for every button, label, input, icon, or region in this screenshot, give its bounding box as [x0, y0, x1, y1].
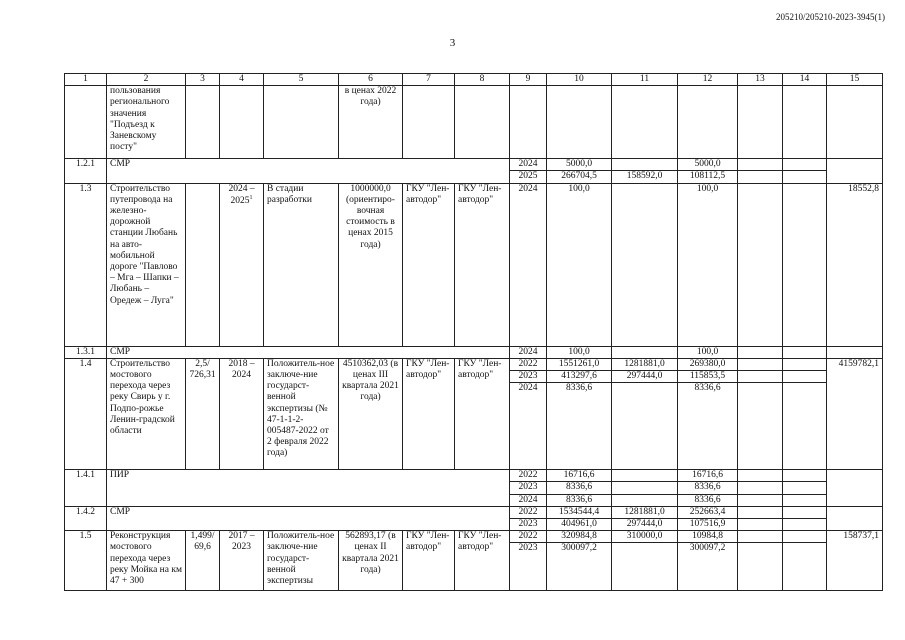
regional-cell: 300097,2 — [678, 543, 738, 591]
row-number: 1.4.2 — [65, 506, 107, 530]
federal-cell — [612, 159, 678, 171]
status-cell: Положитель-ное заключе-ние государст-венной экспертизы (№ 47-1-1-2-005487-2022 от 2 февраля 2022 года) — [264, 358, 339, 469]
total-cell: 5000,0 — [547, 159, 612, 171]
total-cell: 1534544,4 — [547, 506, 612, 518]
regional-cell: 8336,6 — [678, 494, 738, 506]
table-row — [65, 183, 883, 346]
table-row — [65, 346, 883, 358]
remaining-cell: 158737,1 — [827, 531, 883, 591]
regional-cell: 16716,6 — [678, 470, 738, 482]
builder-cell: ГКУ "Лен-автодор" — [455, 358, 510, 469]
year-cell: 2024 — [510, 494, 547, 506]
col-header: 8 — [455, 74, 510, 86]
customer-cell: ГКУ "Лен-автодор" — [403, 183, 455, 346]
regional-cell: 269380,0 — [678, 358, 738, 370]
row-number: 1.4.1 — [65, 470, 107, 507]
document-id: 205210/205210-2023-3945(1) — [776, 12, 885, 22]
table-row — [65, 358, 883, 370]
federal-cell — [612, 482, 678, 494]
year-cell: 2023 — [510, 482, 547, 494]
total-cell: 413297,6 — [547, 371, 612, 383]
total-cell: 8336,6 — [547, 494, 612, 506]
col-header: 6 — [339, 74, 403, 86]
object-name: Строительство путепровода на железно-дорожной станции Любань на авто-мобильной дороге "Павлово – Мга – Шапки – Любань – Оредеж – Луга" — [107, 183, 186, 346]
total-cell: 16716,6 — [547, 470, 612, 482]
federal-cell: 1281881,0 — [612, 358, 678, 370]
table-row — [65, 531, 883, 543]
year-cell: 2023 — [510, 371, 547, 383]
period-cell: 2024 – 2025$^1$ — [220, 183, 264, 346]
total-cell: 320984,8 — [547, 531, 612, 543]
total-cell: 1551261,0 — [547, 358, 612, 370]
row-number: 1.4 — [65, 358, 107, 469]
regional-cell: 107516,9 — [678, 519, 738, 531]
regional-cell: 252663,4 — [678, 506, 738, 518]
object-name: пользования регионального значения "Подъезд к Заневскому посту" — [107, 86, 186, 159]
regional-cell: 8336,6 — [678, 383, 738, 470]
federal-cell: 310000,0 — [612, 531, 678, 543]
col-header: 4 — [220, 74, 264, 86]
customer-cell: ГКУ "Лен-автодор" — [403, 531, 455, 591]
col-header: 1 — [65, 74, 107, 86]
col-header: 9 — [510, 74, 547, 86]
year-cell: 2022 — [510, 470, 547, 482]
builder-cell: ГКУ "Лен-автодор" — [455, 183, 510, 346]
federal-cell — [612, 470, 678, 482]
col-header: 11 — [612, 74, 678, 86]
regional-cell: 5000,0 — [678, 159, 738, 171]
row-number: 1.5 — [65, 531, 107, 591]
row-number: 1.3 — [65, 183, 107, 346]
total-cell: 266704,5 — [547, 171, 612, 183]
col-header: 3 — [186, 74, 220, 86]
table-row — [65, 470, 883, 482]
federal-cell — [612, 543, 678, 591]
col-header: 12 — [678, 74, 738, 86]
year-cell: 2022 — [510, 506, 547, 518]
year-cell: 2024 — [510, 159, 547, 171]
total-cell: 100,0 — [547, 183, 612, 346]
col-header: 14 — [783, 74, 827, 86]
regional-cell: 10984,8 — [678, 531, 738, 543]
object-cost: 1000000,0 (ориентиро-вочная стоимость в ценах 2015 года) — [339, 183, 403, 346]
page-number: 3 — [449, 37, 456, 49]
object-name: Реконструкция мостового перехода через реку Мойка на км 47 + 300 — [107, 531, 186, 591]
row-name: СМР — [107, 159, 510, 183]
object-cost: в ценах 2022 года) — [339, 86, 403, 159]
col-header: 5 — [264, 74, 339, 86]
regional-cell: 8336,6 — [678, 482, 738, 494]
federal-cell — [612, 494, 678, 506]
remaining-cell: 4159782,1 — [827, 358, 883, 469]
total-cell: 8336,6 — [547, 482, 612, 494]
period-cell: 2017 – 2023 — [220, 531, 264, 591]
customer-cell: ГКУ "Лен-автодор" — [403, 358, 455, 469]
regional-cell: 100,0 — [678, 346, 738, 358]
row-name: ПИР — [107, 470, 510, 507]
capacity-cell: 2,5/ 726,31 — [186, 358, 220, 469]
col-header: 7 — [403, 74, 455, 86]
total-cell: 404961,0 — [547, 519, 612, 531]
status-cell: Положитель-ное заключе-ние государст-венной экспертизы — [264, 531, 339, 591]
federal-cell: 1281881,0 — [612, 506, 678, 518]
period-cell: 2018 – 2024 — [220, 358, 264, 469]
investment-table — [64, 73, 883, 591]
builder-cell: ГКУ "Лен-автодор" — [455, 531, 510, 591]
regional-cell: 108112,5 — [678, 171, 738, 183]
col-header: 10 — [547, 74, 612, 86]
total-cell: 8336,6 — [547, 383, 612, 470]
year-cell: 2024 — [510, 183, 547, 346]
table-row — [65, 506, 883, 518]
col-header: 13 — [738, 74, 783, 86]
object-name: Строительство мостового перехода через реку Свирь у г. Подпо-рожье Ленин-градской области — [107, 358, 186, 469]
year-cell: 2024 — [510, 383, 547, 470]
year-cell: 2023 — [510, 543, 547, 591]
remaining-cell: 18552,8 — [827, 183, 883, 346]
status-cell: В стадии разработки — [264, 183, 339, 346]
federal-cell: 297444,0 — [612, 371, 678, 383]
column-number-row — [65, 74, 883, 86]
row-number: 1.3.1 — [65, 346, 107, 358]
col-header: 2 — [107, 74, 186, 86]
total-cell: 300097,2 — [547, 543, 612, 591]
year-cell: 2025 — [510, 171, 547, 183]
row-number: 1.2.1 — [65, 159, 107, 183]
table-row — [65, 86, 883, 159]
row-name: СМР — [107, 506, 510, 530]
year-cell: 2023 — [510, 519, 547, 531]
table-row — [65, 159, 883, 171]
row-name: СМР — [107, 346, 510, 358]
col-header: 15 — [827, 74, 883, 86]
capacity-cell: 1,499/ 69,6 — [186, 531, 220, 591]
regional-cell: 115853,5 — [678, 371, 738, 383]
federal-cell: 297444,0 — [612, 519, 678, 531]
federal-cell: 158592,0 — [612, 171, 678, 183]
year-cell: 2022 — [510, 358, 547, 370]
federal-cell — [612, 383, 678, 470]
object-cost: 4510362,03 (в ценах III квартала 2021 года) — [339, 358, 403, 469]
object-cost: 562893,17 (в ценах II квартала 2021 года) — [339, 531, 403, 591]
regional-cell: 100,0 — [678, 183, 738, 346]
year-cell: 2024 — [510, 346, 547, 358]
year-cell: 2022 — [510, 531, 547, 543]
total-cell: 100,0 — [547, 346, 612, 358]
